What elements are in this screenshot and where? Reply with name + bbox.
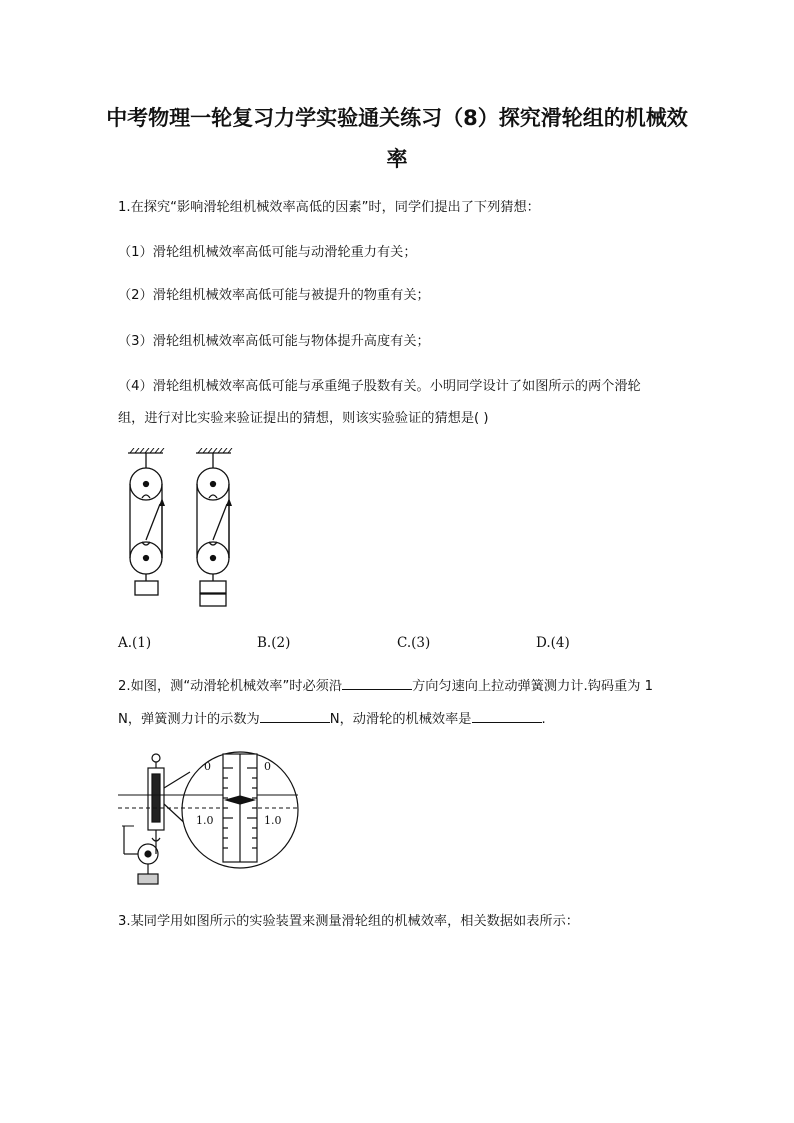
- question-2-text-d: N，动滑轮的机械效率是: [329, 712, 472, 727]
- answer-blank-efficiency[interactable]: [472, 710, 542, 723]
- answer-blank-reading[interactable]: [260, 710, 330, 723]
- hypothesis-2: （2）滑轮组机械效率高低可能与被提升的物重有关；: [118, 288, 430, 303]
- scale-label-zero-left: 0: [204, 760, 211, 773]
- option-d[interactable]: D.(4): [536, 635, 570, 651]
- scale-label-zero-right: 0: [264, 760, 271, 773]
- question-2-text-c: N，弹簧测力计的示数为: [118, 712, 260, 727]
- option-b[interactable]: B.(2): [257, 635, 291, 651]
- question-2-line-2: [118, 710, 694, 729]
- hypothesis-3: （3）滑轮组机械效率高低可能与物体提升高度有关；: [118, 334, 430, 349]
- question-2-text-b: 方向匀速向上拉动弹簧测力计.钩码重为 1: [412, 679, 654, 694]
- option-a[interactable]: A.(1): [118, 635, 152, 651]
- document-title: 中考物理一轮复习力学实验通关练习（8）探究滑轮组的机械效: [106, 106, 688, 130]
- option-c[interactable]: C.(3): [397, 635, 431, 651]
- scale-label-one-right: 1.0: [264, 814, 282, 827]
- question-3-stem: 3.某同学用如图所示的实验装置来测量滑轮组的机械效率，相关数据如表所示：: [118, 914, 579, 929]
- spring-scale-figure: [118, 748, 303, 888]
- hypothesis-4-continued: 组，进行对比实验来验证提出的猜想，则该实验验证的猜想是( ): [118, 411, 489, 426]
- question-1-stem: 1.在探究“影响滑轮组机械效率高低的因素”时，同学们提出了下列猜想：: [118, 200, 540, 215]
- pulley-systems-figure: [118, 448, 248, 613]
- hypothesis-4: （4）滑轮组机械效率高低可能与承重绳子股数有关。小明同学设计了如图所示的两个滑轮: [118, 379, 641, 394]
- question-2-text-a: 2.如图，测“动滑轮机械效率”时必须沿: [118, 679, 343, 694]
- scale-label-one-left: 1.0: [196, 814, 214, 827]
- document-title-continued: 率: [386, 147, 408, 171]
- question-2-line-1: [118, 677, 694, 696]
- hypothesis-1: （1）滑轮组机械效率高低可能与动滑轮重力有关；: [118, 245, 417, 260]
- question-2-text-e: .: [541, 712, 546, 727]
- answer-blank-direction[interactable]: [342, 677, 412, 690]
